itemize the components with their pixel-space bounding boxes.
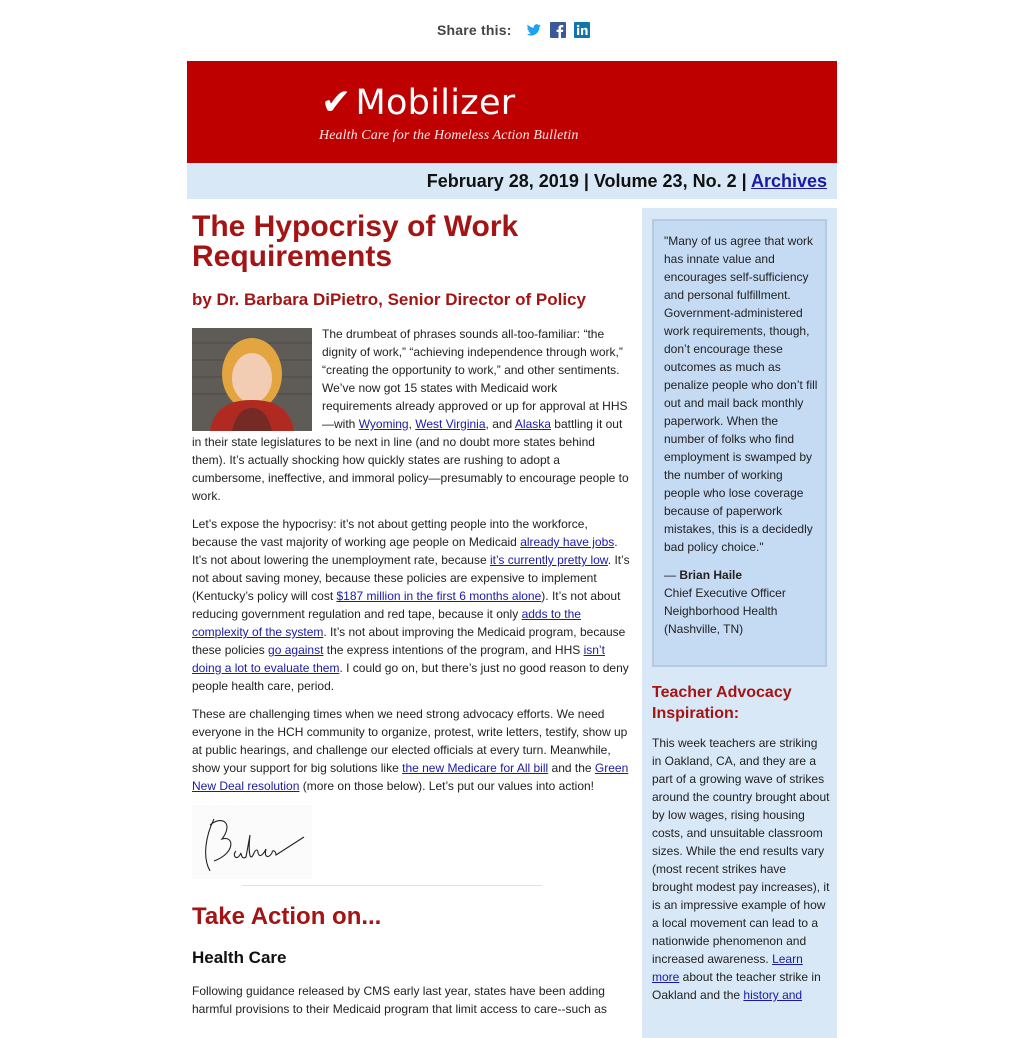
paragraph-text: . I could go on, but there’s just no good reason to deny people health care, period. xyxy=(192,661,629,693)
link-pretty-low[interactable]: it’s currently pretty low xyxy=(489,553,608,567)
link-already-have-jobs[interactable]: already have jobs xyxy=(520,535,615,549)
header-banner xyxy=(187,61,837,163)
author-photo xyxy=(192,328,312,431)
link-history[interactable]: history and xyxy=(743,988,803,1002)
paragraph-text: and the xyxy=(548,761,595,775)
link-complexity[interactable]: adds to the complexity of the system xyxy=(192,607,581,639)
attribution-dash: — xyxy=(664,568,680,582)
health-care-paragraph: Following guidance released by CMS early last year, states have been adding harmful provisions to their Medicaid program that limit access to care--such as xyxy=(192,984,607,1016)
link-green-new-deal[interactable]: Green New Deal resolution xyxy=(192,761,629,793)
share-bar xyxy=(437,20,598,40)
quote-author-org: Neighborhood Health xyxy=(664,604,778,618)
facebook-icon[interactable] xyxy=(550,22,566,38)
archives-link[interactable]: Archives xyxy=(750,171,827,191)
issue-date-volume: February 28, 2019 | Volume 23, No. 2 | xyxy=(426,171,751,191)
link-wyoming[interactable]: Wyoming xyxy=(358,417,409,431)
paragraph-text: , xyxy=(408,417,416,431)
quote-author-location: (Nashville, TN) xyxy=(664,622,744,636)
link-187-million[interactable]: $187 million in the first 6 months alone xyxy=(336,589,542,603)
paragraph-text: This week teachers are striking in Oakland, CA, and they are a part of a growing wave of strikes around the country brought about by low wages, rising housing costs, and unsuitable classroom sizes. While the end results vary (most recent strikes have brought modest pay increases), it is an impressive example of how a local movement can lead to a nationwide phenomenon and increased awareness. xyxy=(652,736,830,966)
quote-attribution xyxy=(664,566,819,638)
paragraph-text: ). It’s not about reducing government regulation and red tape, because it only xyxy=(192,589,621,621)
main-column xyxy=(192,208,630,1018)
author-signature xyxy=(192,805,312,879)
quote-author-role: Chief Executive Officer xyxy=(664,586,786,600)
paragraph-text: , and xyxy=(485,417,515,431)
quote-author-name: Brian Haile xyxy=(679,568,743,582)
teacher-advocacy-heading: Teacher Advocacy Inspiration: xyxy=(652,684,792,722)
twitter-icon[interactable] xyxy=(526,22,542,38)
paragraph-text: . It’s not about saving money, because these policies are expensive to implement (Kentucky’s policy will cost xyxy=(192,553,630,603)
link-go-against[interactable]: go against xyxy=(268,643,324,657)
issue-bar xyxy=(187,163,837,199)
link-west-virginia[interactable]: West Virginia xyxy=(415,417,486,431)
link-medicare-for-all[interactable]: the new Medicare for All bill xyxy=(402,761,549,775)
pull-quote xyxy=(664,232,819,638)
paragraph-text: Let’s expose the hypocrisy: it’s not about getting people into the workforce, because the vast majority of working age people on Medicaid xyxy=(192,517,588,549)
article-paragraph xyxy=(192,325,630,505)
article-paragraph xyxy=(192,515,630,695)
paragraph-text: . It’s not about improving the Medicaid program, because these policies xyxy=(192,625,626,657)
health-care-heading: Health Care xyxy=(192,948,287,967)
paragraph-text: . It’s not about lowering the unemployment rate, because xyxy=(192,535,618,567)
checkmark-icon: ✔ xyxy=(321,82,352,123)
link-evaluate[interactable]: isn’t doing a lot to evaluate them xyxy=(192,643,605,675)
article-paragraph xyxy=(192,705,630,795)
paragraph-text: (more on those below). Let’s put our values into action! xyxy=(299,779,594,793)
paragraph-text: The drumbeat of phrases sounds all-too-familiar: “the dignity of work,” “achieving independence through work,” “creating the opportunity to work,” and other sentiments. We’ve now got 15 states with Medicaid work requirements already approved or up for approval at HHS—with xyxy=(322,327,628,431)
section-divider xyxy=(242,885,542,886)
teacher-advocacy-text xyxy=(652,734,830,1004)
paragraph-text: the express intentions of the program, and HHS xyxy=(323,643,584,657)
article-byline: by Dr. Barbara DiPietro, Senior Director of Policy xyxy=(192,290,586,309)
take-action-heading: Take Action on... xyxy=(192,903,382,930)
link-learn-more[interactable]: Learn more xyxy=(652,952,803,984)
article-title: The Hypocrisy of Work Requirements xyxy=(192,210,519,273)
sidebar xyxy=(642,208,837,1038)
paragraph-text: battling it out in their state legislatures to be next in line (and no doubt more states behind them). It’s actually shocking how quickly states are rushing to adopt a cumbersome, ineffective, and immoral policy—presumably to encourage people to work. xyxy=(192,417,629,503)
quote-text: "Many of us agree that work has innate value and encourages self-sufficiency and personal fulfillment. Government-administered work requirements, though, don’t encourage these outcomes as much as penalize people who don’t fill out and mail back monthly paperwork. When the number of folks who find employment is swamped by the number of working people who lose coverage because of paperwork mistakes, this is a decidedly bad policy choice." xyxy=(664,234,818,554)
brand-name: Mobilizer xyxy=(355,83,516,123)
brand-logo[interactable] xyxy=(321,83,515,123)
paragraph-text: These are challenging times when we need strong advocacy efforts. We need everyone in the HCH community to organize, protest, write letters, testify, show up at public hearings, and challenge our elected officials at every turn. Meanwhile, show your support for big solutions like xyxy=(192,707,628,775)
issue-info xyxy=(427,171,827,192)
brand-tagline: Health Care for the Homeless Action Bulletin xyxy=(319,128,579,143)
link-alaska[interactable]: Alaska xyxy=(514,417,551,431)
paragraph-text: about the teacher strike in Oakland and the xyxy=(652,970,821,1002)
linkedin-icon[interactable] xyxy=(574,22,590,38)
quote-box xyxy=(652,219,827,667)
share-label: Share this: xyxy=(437,22,512,38)
